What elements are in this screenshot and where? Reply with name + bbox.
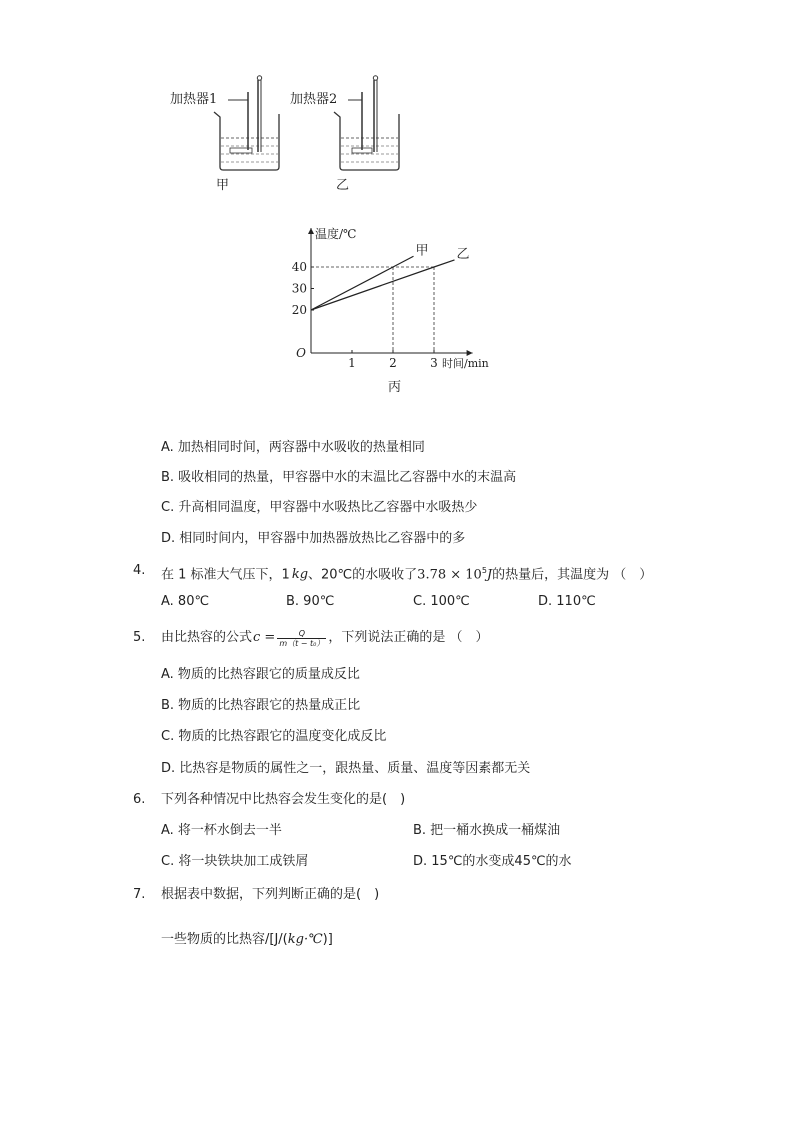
q6-stem: 下列各种情况中比热容会发生变化的是( ) [161, 792, 406, 807]
q4-stem [161, 563, 652, 583]
q5-number: 5. [133, 630, 146, 645]
q5-formula-lhs: c = [253, 630, 276, 645]
q7-caption-part2: )] [322, 932, 333, 947]
series-line-jia [311, 256, 414, 310]
series-line-yi [311, 260, 455, 310]
q4-option-a: A. 80℃ [161, 594, 210, 609]
x-tick-label: 2 [389, 356, 397, 370]
q7-caption-part1: 一些物质的比热容/[J/( [161, 932, 288, 947]
q4-number: 4. [133, 563, 146, 578]
heater-1-label: 加热器1 [170, 92, 218, 107]
q4-unit-kg: kg [291, 567, 309, 583]
q6-option-d: D. 15℃的水变成45℃的水 [413, 854, 572, 869]
q4-heat-exponent: 5 [481, 566, 487, 575]
q4-option-b: B. 90℃ [286, 594, 335, 609]
y-axis-label: 温度/℃ [315, 227, 357, 241]
x-tick-label: 3 [430, 356, 438, 370]
y-tick-label: 20 [291, 303, 307, 317]
graph-caption: 丙 [388, 380, 402, 395]
q5-formula-denominator: m（t − t₀） [279, 638, 325, 648]
beaker-2-caption: 乙 [336, 178, 350, 193]
q3-option-b: B. 吸收相同的热量，甲容器中水的末温比乙容器中水的末温高 [161, 470, 517, 485]
q5-formula-fraction [277, 629, 326, 648]
q5-option-a: A. 物质的比热容跟它的质量成反比 [161, 667, 360, 682]
q3-option-c: C. 升高相同温度，甲容器中水吸热比乙容器中水吸热少 [161, 500, 478, 515]
temperature-chart-svg [280, 222, 510, 372]
beaker-1-drawing [170, 72, 290, 177]
q6-number: 6. [133, 792, 146, 807]
q5-stem-part1: 由比热容的公式 [161, 630, 253, 645]
x-tick-label: 1 [348, 356, 356, 370]
q4-option-d: D. 110℃ [538, 594, 596, 609]
q4-heat-mantissa: 3.78 × 10 [417, 567, 482, 583]
q5-formula-numerator: Q [277, 629, 326, 639]
q4-stem-part3: 的热量后，其温度为 （ ） [492, 567, 653, 583]
q5-stem [161, 624, 489, 652]
q7-stem: 根据表中数据，下列判断正确的是( ) [161, 887, 380, 902]
q3-option-a: A. 加热相同时间，两容器中水吸收的热量相同 [161, 440, 425, 455]
y-tick-label: 40 [291, 260, 307, 274]
q6-option-c: C. 将一块铁块加工成铁屑 [161, 854, 309, 869]
q5-option-d: D. 比热容是物质的属性之一，跟热量、质量、温度等因素都无关 [161, 761, 531, 776]
q7-caption-unit: kg·℃ [287, 932, 323, 947]
series-label-jia: 甲 [415, 243, 429, 259]
beaker-1-caption: 甲 [216, 178, 230, 193]
q7-number: 7. [133, 887, 146, 902]
y-tick-label: 30 [291, 281, 307, 296]
q5-option-c: C. 物质的比热容跟它的温度变化成反比 [161, 729, 387, 744]
heater-2-label: 加热器2 [290, 92, 338, 107]
q5-option-b: B. 物质的比热容跟它的热量成正比 [161, 698, 361, 713]
q4-option-c: C. 100℃ [413, 594, 470, 609]
q4-stem-part1: 在 1 标准大气压下，1 [161, 567, 290, 583]
beaker-figure-jia [170, 72, 290, 197]
q6-option-a: A. 将一杯水倒去一半 [161, 823, 282, 838]
y-axis-arrow [308, 228, 314, 234]
x-axis-arrow [467, 350, 473, 356]
q7-table-caption [161, 932, 333, 948]
x-axis-label: 时间/min [442, 357, 489, 370]
q4-stem-part2: 、20℃的水吸收了 [308, 567, 418, 583]
q5-stem-part2: ，下列说法正确的是 （ ） [328, 630, 489, 645]
beaker-figure-yi [290, 72, 410, 197]
q6-option-b: B. 把一桶水换成一桶煤油 [413, 823, 561, 838]
series-label-yi: 乙 [456, 246, 470, 262]
q4-heat-unit: J [486, 567, 493, 583]
origin-label: O [296, 346, 306, 360]
temperature-graph [280, 222, 510, 398]
beaker-2-drawing [290, 72, 410, 177]
q3-option-d: D. 相同时间内，甲容器中加热器放热比乙容器中的多 [161, 531, 466, 546]
